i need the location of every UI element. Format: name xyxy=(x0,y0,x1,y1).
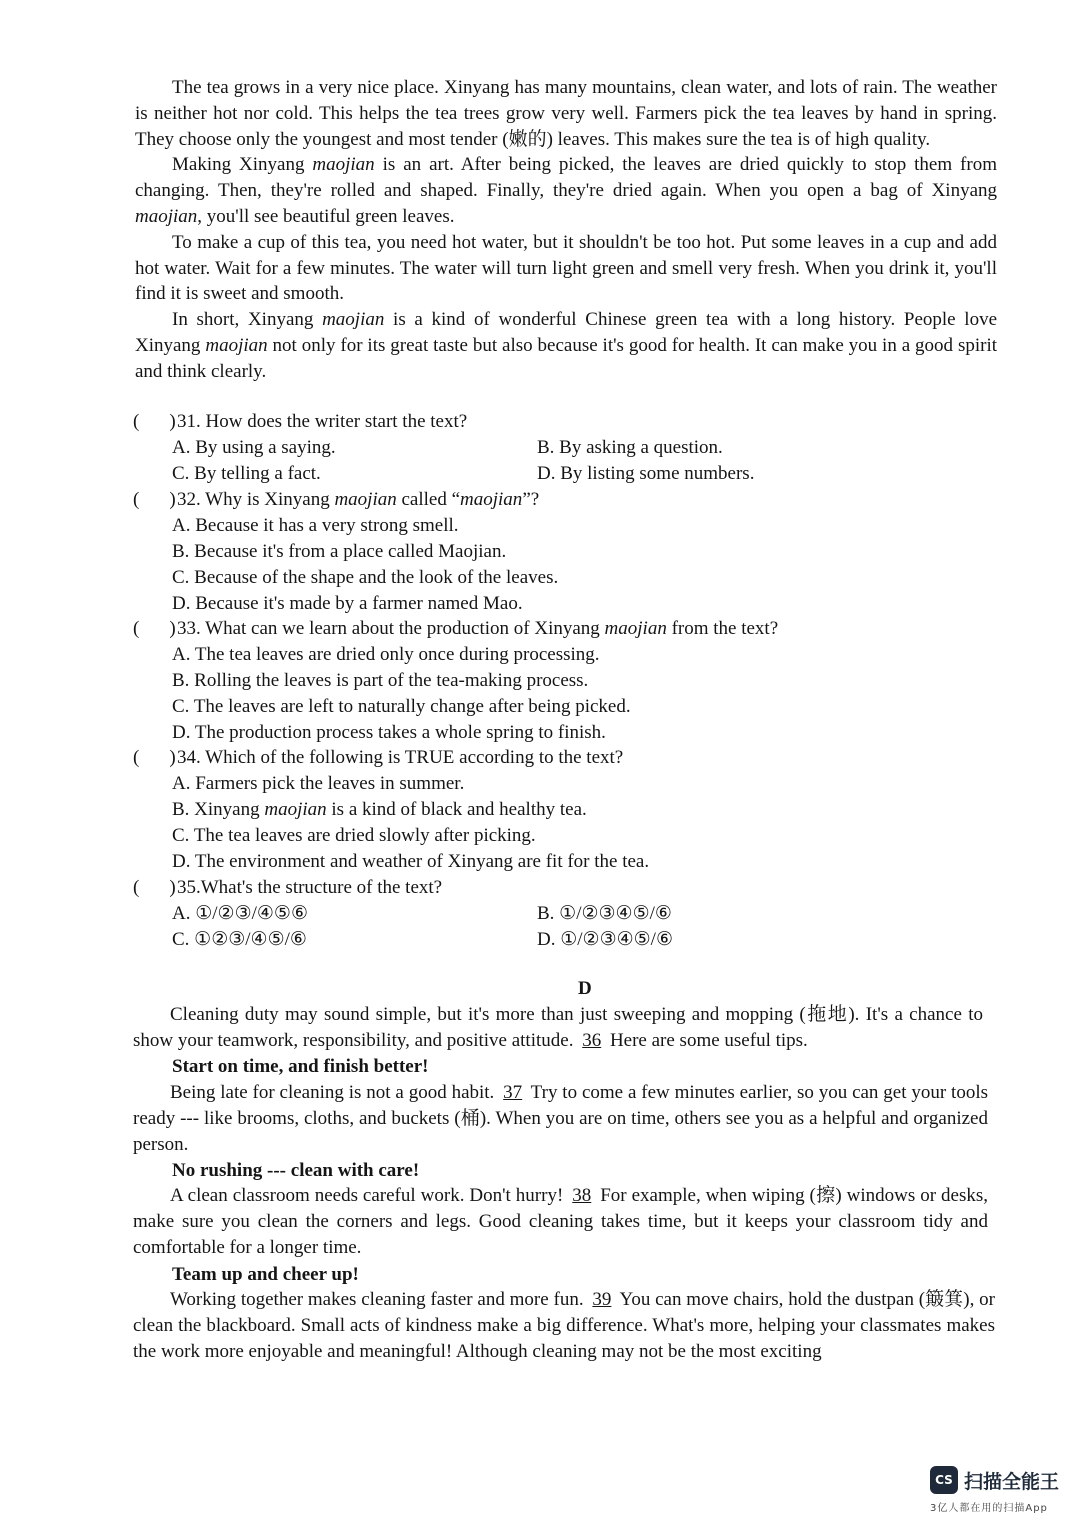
passage-d-intro xyxy=(133,1002,983,1054)
question-stem: 31. How does the writer start the text? xyxy=(177,411,468,432)
q33-option-b: B. Rolling the leaves is part of the tea-making process. xyxy=(172,670,589,691)
passage-c xyxy=(135,75,997,385)
text-italic: maojian xyxy=(460,489,523,510)
q35-option-b: B. ①/②③④⑤/⑥ xyxy=(537,903,672,924)
section-letter-d: D xyxy=(578,978,592,999)
tip-heading-2: No rushing --- clean with care! xyxy=(172,1160,420,1181)
text: Working together makes cleaning faster and more fun. xyxy=(170,1289,589,1310)
answer-bracket[interactable]: ( ) xyxy=(133,877,176,898)
question-31 xyxy=(133,409,467,435)
blank-39[interactable]: 39 xyxy=(592,1289,612,1310)
blank-37[interactable]: 37 xyxy=(503,1082,523,1103)
paragraph xyxy=(133,1287,995,1364)
paragraph xyxy=(133,1183,988,1260)
q35-option-a: A. ①/②③/④⑤⑥ xyxy=(172,903,308,924)
tip-heading-1: Start on time, and finish better! xyxy=(172,1056,429,1077)
tip-heading-3: Team up and cheer up! xyxy=(172,1264,359,1285)
camscanner-logo-icon: CS xyxy=(930,1466,958,1494)
camscanner-name: 扫描全能王 xyxy=(964,1471,1060,1493)
q34-option-b xyxy=(172,797,587,823)
text: You can move chairs, hold the dustpan (簸箕), or clean the blackboard. Small acts of kindness make a big difference. What's more, helping your classmates makes the work more enjoyable and meaningful! Although cleaning may not be the most exciting xyxy=(133,1289,995,1362)
text-italic: maojian xyxy=(604,618,667,639)
q31-option-a: A. By using a saying. xyxy=(172,437,336,458)
blank-36[interactable]: 36 xyxy=(582,1029,602,1051)
q33-option-a: A. The tea leaves are dried only once during processing. xyxy=(172,644,600,665)
question-stem: 34. Which of the following is TRUE according to the text? xyxy=(177,747,624,768)
q31-option-d: D. By listing some numbers. xyxy=(537,463,755,484)
text: is a kind of black and healthy tea. xyxy=(326,799,587,820)
text: 32. Why is Xinyang xyxy=(177,489,335,510)
q34-option-a: A. Farmers pick the leaves in summer. xyxy=(172,773,465,794)
answer-bracket[interactable]: ( ) xyxy=(133,747,176,768)
answer-bracket[interactable]: ( ) xyxy=(133,489,176,510)
q32-option-b: B. Because it's from a place called Maojian. xyxy=(172,541,507,562)
q34-option-d: D. The environment and weather of Xinyang are fit for the tea. xyxy=(172,851,650,872)
q34-option-c: C. The tea leaves are dried slowly after picking. xyxy=(172,825,536,846)
passage-c-para-1: The tea grows in a very nice place. Xinyang has many mountains, clean water, and lots of rain. The weather is neither hot nor cold. This helps the tea trees grow very well. Farmers pick the tea leaves by hand in spring. They choose only the youngest and most tender (嫩的) leaves. This makes sure the tea is of high quality. xyxy=(135,77,997,150)
text-italic: maojian xyxy=(205,334,268,356)
text-italic: maojian xyxy=(312,154,375,176)
text-italic: maojian xyxy=(264,799,327,820)
passage-c-para-3: To make a cup of this tea, you need hot water, but it shouldn't be too hot. Put some leaves in a cup and add hot water. Wait for a few minutes. The water will turn light green and smell very fresh. When you drink it, you'll find it is sweet and smooth. xyxy=(135,231,997,305)
paragraph xyxy=(133,1080,988,1157)
question-stem: 35.What's the structure of the text? xyxy=(177,877,443,898)
blank-38[interactable]: 38 xyxy=(572,1185,592,1206)
camscanner-watermark xyxy=(930,1466,1058,1514)
q31-option-c: C. By telling a fact. xyxy=(172,463,321,484)
text: is an art. After being picked, the leaves are dried quickly to stop them from changing. Then, they're rolled and shaped. Finally, they're dried again. When you open a bag of Xinyang xyxy=(135,154,997,202)
question-32 xyxy=(133,487,539,513)
text: Making Xinyang xyxy=(172,154,313,176)
text: Try to come a few minutes earlier, so you can get your tools ready --- like brooms, cloths, and buckets (桶). When you are on time, others see you as a helpful and organized person. xyxy=(133,1082,988,1155)
passage-d-tip-1 xyxy=(133,1080,988,1157)
text: For example, when wiping (擦) windows or desks, make sure you clean the corners and legs. Good cleaning takes time, but it keeps your classroom tidy and comfortable for a longer time. xyxy=(133,1185,988,1258)
camscanner-tagline: 3亿人都在用的扫描App xyxy=(930,1503,1048,1514)
q31-option-b: B. By asking a question. xyxy=(537,437,723,458)
text: Here are some useful tips. xyxy=(605,1029,808,1051)
text: ”? xyxy=(522,489,540,510)
q32-option-a: A. Because it has a very strong smell. xyxy=(172,515,459,536)
text: Being late for cleaning is not a good habit. xyxy=(170,1082,500,1103)
paragraph xyxy=(133,1002,983,1054)
text: from the text? xyxy=(666,618,779,639)
passage-d-tip-2 xyxy=(133,1183,988,1260)
answer-bracket[interactable]: ( ) xyxy=(133,411,176,432)
text-italic: maojian xyxy=(135,205,198,227)
passage-c-para-4 xyxy=(135,307,997,384)
question-35 xyxy=(133,875,442,901)
answer-bracket[interactable]: ( ) xyxy=(133,618,176,639)
q32-option-c: C. Because of the shape and the look of the leaves. xyxy=(172,567,559,588)
text: called “ xyxy=(396,489,461,510)
text-italic: maojian xyxy=(334,489,397,510)
question-34 xyxy=(133,745,623,771)
text: is a kind of wonderful Chinese green tea with a long history. People love Xinyang xyxy=(135,309,998,356)
q33-option-c: C. The leaves are left to naturally change after being picked. xyxy=(172,696,631,717)
passage-d-tip-3 xyxy=(133,1287,995,1364)
q35-option-d: D. ①/②③④⑤/⑥ xyxy=(537,929,673,950)
text: , you'll see beautiful green leaves. xyxy=(197,205,455,227)
text: A clean classroom needs careful work. Don't hurry! xyxy=(170,1185,569,1206)
passage-c-para-2 xyxy=(135,152,997,229)
text-italic: maojian xyxy=(322,309,385,331)
text: not only for its great taste but also because it's good for health. It can make you in a good spirit and think clearly. xyxy=(135,334,998,382)
text: In short, Xinyang xyxy=(172,309,323,331)
text: 33. What can we learn about the production of Xinyang xyxy=(177,618,605,639)
text: B. Xinyang xyxy=(172,799,265,820)
question-33 xyxy=(133,616,778,642)
q35-option-c: C. ①②③/④⑤/⑥ xyxy=(172,929,307,950)
q32-option-d: D. Because it's made by a farmer named Mao. xyxy=(172,593,523,614)
q33-option-d: D. The production process takes a whole spring to finish. xyxy=(172,722,606,743)
text: Cleaning duty may sound simple, but it's more than just sweeping and mopping (拖地). It's a chance to show your teamwork, responsibility, and positive attitude. xyxy=(133,1004,983,1051)
